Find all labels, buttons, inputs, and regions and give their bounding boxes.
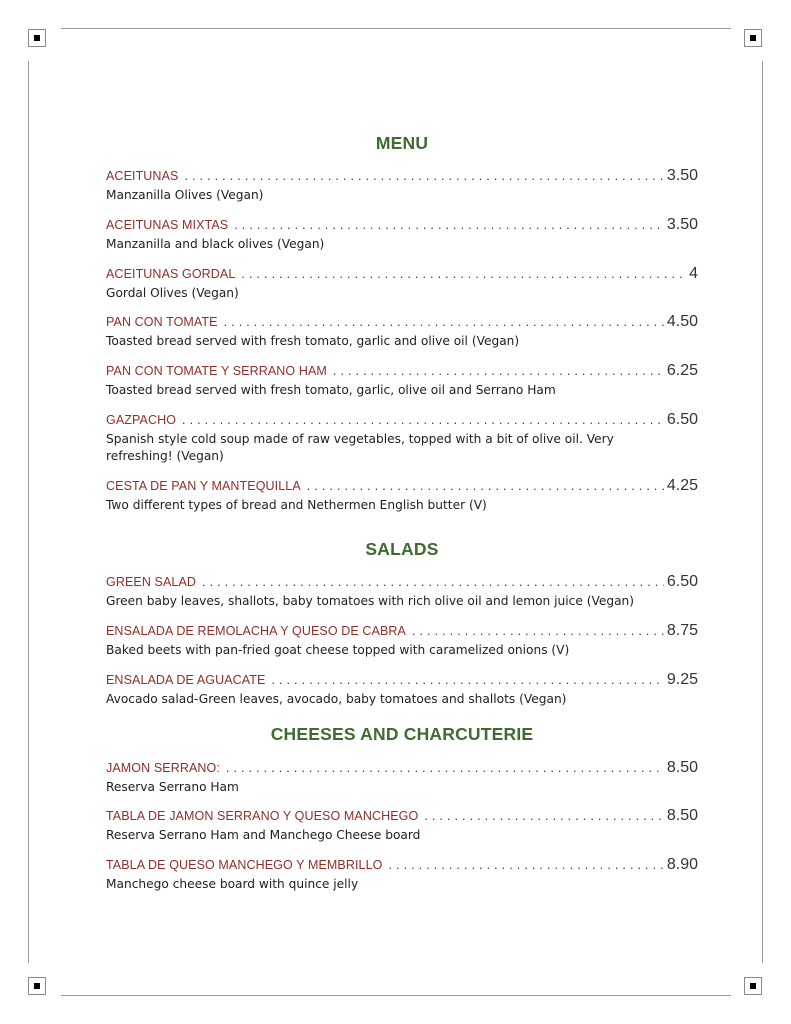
dot-leader	[182, 413, 664, 427]
menu-item	[106, 313, 698, 350]
dot-leader	[241, 267, 686, 281]
item-price: 6.50	[666, 573, 698, 590]
dot-leader	[184, 169, 663, 183]
item-price: 8.50	[666, 807, 698, 824]
dot-leader	[333, 364, 664, 378]
item-name: TABLA DE JAMON SERRANO Y QUESO MANCHEGO	[106, 809, 419, 823]
item-description: Green baby leaves, shallots, baby tomatoes with rich olive oil and lemon juice (Vegan)	[106, 594, 635, 608]
item-description: Two different types of bread and Nethermen English butter (V)	[106, 498, 487, 512]
item-description: Reserva Serrano Ham	[106, 780, 239, 794]
item-price: 3.50	[666, 216, 698, 233]
dot-leader	[226, 761, 664, 775]
item-description: Manchego cheese board with quince jelly	[106, 877, 359, 891]
dot-leader	[234, 218, 664, 232]
menu-item	[106, 216, 698, 253]
item-name: JAMON SERRANO:	[106, 761, 220, 775]
item-name: ACEITUNAS GORDAL	[106, 267, 236, 281]
item-name: GREEN SALAD	[106, 575, 197, 589]
menu-item	[106, 622, 698, 659]
menu-item	[106, 265, 698, 302]
menu-item	[106, 807, 698, 844]
item-name: PAN CON TOMATE	[106, 315, 218, 329]
frame-bottom-line	[61, 995, 731, 996]
item-description: Baked beets with pan-fried goat cheese topped with caramelized onions (V)	[106, 643, 570, 657]
corner-marker-top-left-icon	[28, 29, 46, 47]
item-description: Avocado salad-Green leaves, avocado, baby tomatoes and shallots (Vegan)	[106, 692, 567, 706]
frame-right-line	[762, 61, 763, 963]
frame-left-line	[28, 61, 29, 963]
menu-item	[106, 759, 698, 796]
item-description: Gordal Olives (Vegan)	[106, 286, 239, 300]
item-price: 4.50	[666, 313, 698, 330]
item-name: CESTA DE PAN Y MANTEQUILLA	[106, 479, 301, 493]
menu-item	[106, 362, 698, 399]
menu-item	[106, 573, 698, 610]
item-price: 8.90	[666, 856, 698, 873]
dot-leader	[389, 858, 664, 872]
item-price: 4.25	[666, 477, 698, 494]
item-name: ENSALADA DE REMOLACHA Y QUESO DE CABRA	[106, 624, 406, 638]
item-name: TABLA DE QUESO MANCHEGO Y MEMBRILLO	[106, 858, 383, 872]
menu-item	[106, 856, 698, 893]
item-price: 8.50	[666, 759, 698, 776]
frame-top-line	[61, 28, 731, 29]
item-name: ACEITUNAS	[106, 169, 179, 183]
section-heading-salads: SALADS	[365, 539, 439, 559]
dot-leader	[307, 479, 664, 493]
item-name: ACEITUNAS MIXTAS	[106, 218, 229, 232]
item-description: Reserva Serrano Ham and Manchego Cheese board	[106, 828, 421, 842]
item-description: Manzanilla and black olives (Vegan)	[106, 237, 325, 251]
section-heading-menu: MENU	[375, 133, 429, 153]
item-price: 6.25	[666, 362, 698, 379]
dot-leader	[424, 809, 664, 823]
menu-item	[106, 167, 698, 204]
item-price: 8.75	[666, 622, 698, 639]
item-name: GAZPACHO	[106, 413, 177, 427]
item-description: Spanish style cold soup made of raw vegetables, topped with a bit of olive oil. Very refreshing! (Vegan)	[106, 432, 614, 463]
dot-leader	[202, 575, 664, 589]
item-description: Toasted bread served with fresh tomato, garlic, olive oil and Serrano Ham	[106, 383, 556, 397]
corner-marker-top-right-icon	[744, 29, 762, 47]
menu-item	[106, 477, 698, 514]
item-name: PAN CON TOMATE Y SERRANO HAM	[106, 364, 327, 378]
item-price: 4	[689, 265, 698, 282]
dot-leader	[224, 315, 664, 329]
item-price: 9.25	[666, 671, 698, 688]
item-description: Toasted bread served with fresh tomato, garlic and olive oil (Vegan)	[106, 334, 520, 348]
item-price: 6.50	[666, 411, 698, 428]
item-description: Manzanilla Olives (Vegan)	[106, 188, 264, 202]
dot-leader	[271, 673, 663, 687]
menu-item	[106, 411, 698, 465]
item-price: 3.50	[666, 167, 698, 184]
corner-marker-bottom-right-icon	[744, 977, 762, 995]
corner-marker-bottom-left-icon	[28, 977, 46, 995]
menu-item	[106, 671, 698, 708]
item-name: ENSALADA DE AGUACATE	[106, 673, 266, 687]
section-heading-cheeses-and-charcuterie: CHEESES AND CHARCUTERIE	[270, 724, 534, 744]
dot-leader	[412, 624, 664, 638]
